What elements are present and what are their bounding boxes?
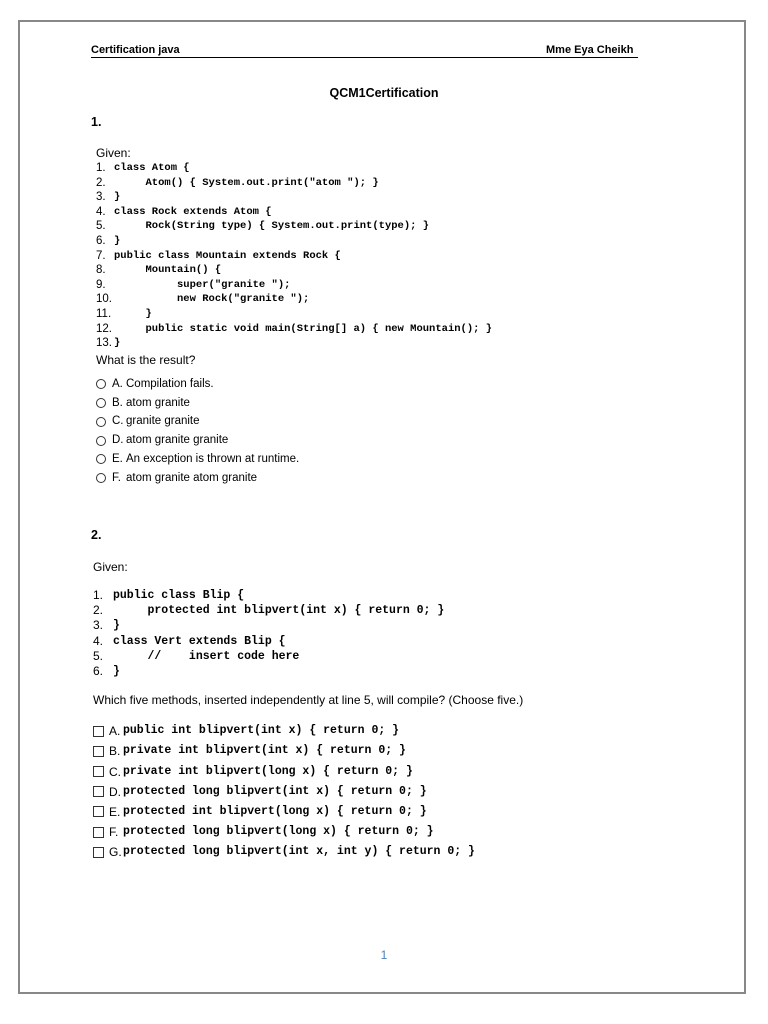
- q2-option-b[interactable]: [93, 741, 523, 761]
- option-text: An exception is thrown at runtime.: [126, 452, 300, 465]
- q1-option-c[interactable]: [96, 412, 492, 431]
- radio-button[interactable]: [96, 417, 106, 427]
- code-line: [93, 634, 523, 649]
- q1-option-b[interactable]: [96, 394, 492, 413]
- code-text: class Rock extends Atom {: [114, 205, 272, 218]
- option-code: protected long blipvert(int x, int y) { return 0; }: [123, 845, 475, 859]
- q1-option-e[interactable]: [96, 450, 492, 469]
- code-text: }: [114, 234, 121, 247]
- option-letter: C.: [109, 764, 121, 779]
- code-text: // insert code here: [113, 649, 300, 663]
- line-number: 8.: [96, 264, 106, 277]
- radio-button[interactable]: [96, 473, 106, 483]
- option-letter: A.: [112, 377, 123, 390]
- question-1-number: 1.: [91, 115, 102, 129]
- spacer: [93, 709, 523, 721]
- header-left: Certification java: [91, 44, 180, 56]
- q2-option-a[interactable]: [93, 721, 523, 741]
- code-line: [93, 618, 523, 633]
- q2-option-d[interactable]: [93, 782, 523, 802]
- line-number: 9.: [96, 278, 106, 291]
- line-number: 13.: [96, 337, 112, 350]
- checkbox[interactable]: [93, 827, 104, 838]
- option-text: atom granite granite: [126, 434, 229, 447]
- code-text: class Vert extends Blip {: [113, 634, 286, 648]
- checkbox[interactable]: [93, 786, 104, 797]
- checkbox[interactable]: [93, 847, 104, 858]
- line-number: 12.: [96, 322, 112, 335]
- radio-button[interactable]: [96, 436, 106, 446]
- checkbox[interactable]: [93, 806, 104, 817]
- line-number: 6.: [93, 663, 104, 678]
- page-number: 1: [380, 948, 388, 962]
- option-letter: B.: [112, 396, 123, 409]
- code-text: }: [114, 191, 121, 204]
- q1-option-f[interactable]: [96, 469, 492, 488]
- code-text: }: [114, 337, 121, 350]
- option-text: atom granite atom granite: [126, 471, 258, 484]
- code-text: Mountain() {: [114, 264, 222, 277]
- code-line: [96, 278, 492, 293]
- code-line: [96, 249, 492, 264]
- code-line: [93, 649, 523, 664]
- checkbox[interactable]: [93, 746, 104, 757]
- option-text: Compilation fails.: [126, 377, 214, 390]
- q1-given-label: Given:: [96, 146, 131, 160]
- code-line: [96, 190, 492, 205]
- line-number: 3.: [96, 191, 106, 204]
- line-number: 10.: [96, 293, 112, 306]
- line-number: 2.: [93, 603, 104, 618]
- line-number: 5.: [93, 648, 104, 663]
- code-text: protected int blipvert(int x) { return 0; }: [113, 604, 445, 618]
- option-letter: D.: [109, 784, 121, 799]
- question-2: [93, 558, 523, 862]
- q1-question-text: What is the result?: [96, 352, 196, 367]
- code-line: [93, 588, 523, 603]
- question-2-number: 2.: [91, 528, 102, 542]
- line-number: 7.: [96, 249, 106, 262]
- code-text: new Rock("granite ");: [114, 293, 310, 306]
- code-line: [96, 219, 492, 234]
- option-letter: E.: [109, 804, 121, 819]
- line-number: 4.: [96, 205, 106, 218]
- q1-code-block: [96, 161, 492, 351]
- checkbox[interactable]: [93, 766, 104, 777]
- option-code: private int blipvert(long x) { return 0; }: [123, 764, 413, 778]
- code-line: [96, 307, 492, 322]
- line-number: 1.: [93, 588, 104, 602]
- code-line: [96, 176, 492, 191]
- radio-button[interactable]: [96, 398, 106, 408]
- option-letter: E.: [112, 452, 123, 465]
- header-rule: [91, 57, 638, 58]
- option-letter: F.: [112, 471, 121, 484]
- q2-options: [93, 721, 523, 862]
- q2-question-text: Which five methods, inserted independently at line 5, will compile? (Choose five.): [93, 693, 524, 708]
- option-code: protected long blipvert(long x) { return 0; }: [123, 825, 434, 839]
- line-number: 6.: [96, 234, 106, 247]
- option-letter: C.: [112, 415, 124, 428]
- code-text: public static void main(String[] a) { new Mountain(); }: [114, 322, 493, 335]
- line-number: 1.: [96, 162, 106, 174]
- code-line: [96, 263, 492, 278]
- code-line: [93, 603, 523, 618]
- line-number: 4.: [93, 633, 104, 648]
- code-text: public class Blip {: [113, 589, 245, 602]
- code-text: Atom() { System.out.print("atom "); }: [114, 176, 379, 189]
- code-text: super("granite ");: [114, 278, 291, 291]
- option-text: atom granite: [126, 396, 190, 409]
- checkbox[interactable]: [93, 726, 104, 737]
- q1-option-a[interactable]: [96, 375, 492, 394]
- code-line: [96, 322, 492, 337]
- q2-option-f[interactable]: [93, 822, 523, 842]
- code-text: public class Mountain extends Rock {: [114, 249, 341, 262]
- q1-options: [96, 375, 492, 488]
- code-line: [96, 205, 492, 220]
- option-code: protected int blipvert(long x) { return 0; }: [123, 804, 427, 818]
- document-title: QCM1Certification: [329, 86, 439, 100]
- q2-option-c[interactable]: [93, 762, 523, 782]
- option-letter: G.: [109, 845, 122, 860]
- option-code: public int blipvert(int x) { return 0; }: [123, 724, 400, 738]
- header-right: Mme Eya Cheikh: [546, 44, 634, 56]
- code-text: }: [114, 307, 152, 320]
- option-text: granite granite: [126, 415, 200, 428]
- code-line: [96, 161, 492, 176]
- q1-option-d[interactable]: [96, 431, 492, 450]
- line-number: 3.: [93, 618, 104, 633]
- option-letter: F.: [109, 825, 119, 840]
- code-line: [96, 234, 492, 249]
- line-number: 11.: [96, 307, 112, 320]
- code-text: }: [113, 619, 120, 633]
- code-line: [96, 336, 492, 351]
- option-letter: D.: [112, 434, 124, 447]
- option-code: private int blipvert(int x) { return 0; }: [123, 744, 406, 758]
- option-letter: A.: [109, 724, 121, 739]
- spacer: [93, 679, 523, 691]
- code-text: class Atom {: [114, 162, 190, 174]
- line-number: 2.: [96, 176, 106, 189]
- q2-option-e[interactable]: [93, 802, 523, 822]
- radio-button[interactable]: [96, 379, 106, 389]
- question-1: [96, 146, 492, 488]
- option-code: protected long blipvert(int x) { return 0; }: [123, 784, 427, 798]
- code-line: [93, 664, 523, 679]
- option-letter: B.: [109, 744, 121, 759]
- code-line: [96, 292, 492, 307]
- radio-button[interactable]: [96, 454, 106, 464]
- spacer: [93, 576, 523, 588]
- q2-given-label: Given:: [93, 560, 128, 574]
- q2-option-g[interactable]: [93, 842, 523, 862]
- code-text: Rock(String type) { System.out.print(type); }: [114, 220, 430, 233]
- code-text: }: [113, 664, 120, 678]
- q2-code-block: [93, 588, 523, 679]
- line-number: 5.: [96, 220, 106, 233]
